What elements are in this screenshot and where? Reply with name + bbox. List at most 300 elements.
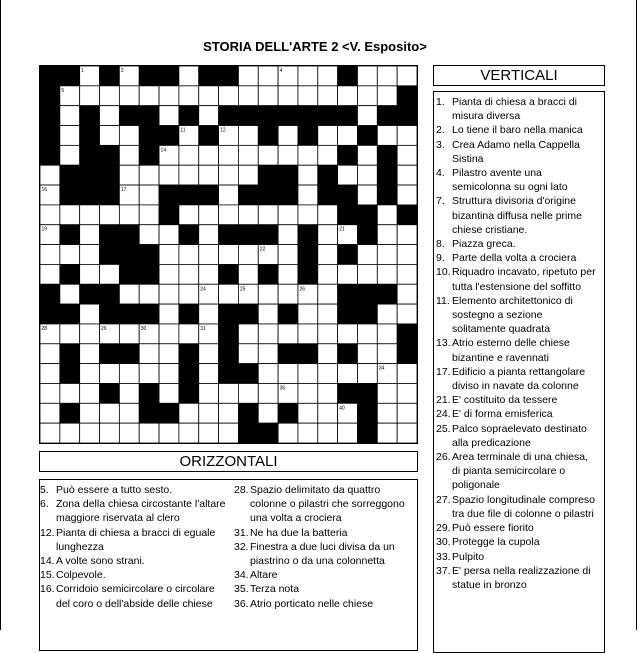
grid-cell[interactable] <box>159 344 179 364</box>
grid-cell[interactable] <box>159 383 179 403</box>
grid-cell[interactable] <box>238 145 258 165</box>
grid-cell[interactable] <box>278 205 298 225</box>
grid-cell[interactable] <box>139 205 159 225</box>
grid-cell[interactable] <box>298 165 318 185</box>
grid-cell[interactable] <box>100 403 120 423</box>
verticali-clue-box <box>433 91 605 653</box>
grid-block <box>258 185 278 205</box>
cell-number: 40 <box>339 405 345 412</box>
grid-cell[interactable] <box>80 364 100 384</box>
grid-cell[interactable] <box>258 403 278 423</box>
grid-cell[interactable] <box>377 403 397 423</box>
grid-cell[interactable] <box>238 86 258 106</box>
grid-cell[interactable] <box>397 423 417 443</box>
grid-cell[interactable] <box>199 383 219 403</box>
grid-cell[interactable] <box>397 245 417 265</box>
grid-cell[interactable] <box>397 304 417 324</box>
grid-block <box>80 126 100 146</box>
clue-item <box>436 265 598 293</box>
grid-cell[interactable] <box>159 225 179 245</box>
grid-cell[interactable] <box>40 383 60 403</box>
grid-cell[interactable] <box>278 324 298 344</box>
grid-cell[interactable] <box>278 86 298 106</box>
grid-cell[interactable] <box>199 344 219 364</box>
clue-item <box>436 407 598 421</box>
grid-cell[interactable] <box>377 264 397 284</box>
grid-cell[interactable] <box>139 165 159 185</box>
grid-cell[interactable] <box>298 185 318 205</box>
grid-cell[interactable] <box>179 205 199 225</box>
grid-block <box>179 185 199 205</box>
grid-cell[interactable] <box>40 403 60 423</box>
grid-cell[interactable] <box>100 205 120 225</box>
grid-block <box>60 66 80 86</box>
clue-item <box>436 138 598 166</box>
grid-cell[interactable] <box>219 185 239 205</box>
grid-cell[interactable] <box>318 284 338 304</box>
grid-block <box>60 344 80 364</box>
verticali-clue-list <box>434 92 604 592</box>
grid-cell[interactable] <box>258 205 278 225</box>
grid-cell[interactable] <box>357 344 377 364</box>
grid-cell[interactable] <box>397 403 417 423</box>
grid-cell[interactable] <box>179 245 199 265</box>
grid-cell[interactable] <box>80 383 100 403</box>
grid-cell[interactable] <box>377 86 397 106</box>
grid-cell[interactable] <box>357 86 377 106</box>
grid-cell[interactable] <box>40 165 60 185</box>
grid-cell[interactable] <box>219 284 239 304</box>
clue-number: 9. <box>436 252 445 265</box>
grid-cell[interactable] <box>159 364 179 384</box>
grid-block <box>278 165 298 185</box>
grid-cell[interactable] <box>377 225 397 245</box>
clue-text: Atrio porticato nelle chiese <box>250 597 374 610</box>
grid-cell[interactable] <box>318 403 338 423</box>
grid-cell[interactable] <box>199 165 219 185</box>
grid-cell[interactable] <box>80 86 100 106</box>
grid-cell[interactable] <box>298 364 318 384</box>
grid-cell[interactable] <box>377 344 397 364</box>
grid-cell[interactable] <box>338 264 358 284</box>
grid-cell[interactable] <box>80 423 100 443</box>
grid-cell[interactable] <box>318 205 338 225</box>
grid-cell[interactable] <box>60 324 80 344</box>
grid-cell[interactable] <box>199 106 219 126</box>
grid-cell[interactable] <box>159 284 179 304</box>
grid-cell[interactable] <box>238 324 258 344</box>
grid-block <box>60 225 80 245</box>
clue-text: Elemento architettonico di sostegno a sezione solitamente quadrata <box>452 294 573 336</box>
clue-number: 12. <box>40 526 55 539</box>
grid-cell[interactable] <box>377 383 397 403</box>
grid-cell[interactable] <box>119 165 139 185</box>
grid-cell[interactable] <box>298 304 318 324</box>
grid-cell[interactable] <box>278 225 298 245</box>
grid-cell[interactable] <box>238 126 258 146</box>
clue-item <box>436 535 598 549</box>
grid-cell[interactable] <box>199 423 219 443</box>
grid-cell[interactable] <box>179 403 199 423</box>
cell-number: 12 <box>220 127 226 134</box>
cell-number: 32 <box>279 345 286 352</box>
grid-block <box>338 284 358 304</box>
grid-cell[interactable] <box>40 344 60 364</box>
grid-block <box>139 126 159 146</box>
grid-cell[interactable] <box>219 383 239 403</box>
clue-number: 34. <box>234 569 249 582</box>
grid-block <box>100 165 120 185</box>
grid-cell[interactable] <box>397 145 417 165</box>
grid-cell[interactable] <box>119 383 139 403</box>
grid-cell[interactable] <box>219 165 239 185</box>
grid-cell[interactable] <box>60 383 80 403</box>
grid-cell[interactable] <box>139 344 159 364</box>
grid-cell[interactable] <box>219 245 239 265</box>
cell-number: 16 <box>41 187 48 194</box>
cell-number: 34 <box>378 365 385 372</box>
grid-cell[interactable] <box>318 66 338 86</box>
grid-cell[interactable] <box>199 264 219 284</box>
grid-cell[interactable] <box>100 423 120 443</box>
grid-block <box>40 86 60 106</box>
grid-cell[interactable] <box>298 86 318 106</box>
clue-text: E' persa nella realizzazione di statue in bronzo <box>452 564 591 591</box>
grid-cell[interactable] <box>199 205 219 225</box>
cell-number: 9 <box>378 107 382 114</box>
grid-cell[interactable] <box>40 245 60 265</box>
clue-text: Corridoio semicircolare o circolare del coro o dell'abside delle chiese <box>56 583 215 610</box>
grid-cell[interactable] <box>80 205 100 225</box>
crossword-grid[interactable] <box>39 65 418 444</box>
grid-cell[interactable] <box>377 66 397 86</box>
grid-cell[interactable] <box>159 264 179 284</box>
grid-cell[interactable] <box>238 165 258 185</box>
clue-text: E' di forma emisferica <box>452 408 553 421</box>
grid-cell[interactable] <box>298 383 318 403</box>
grid-cell[interactable] <box>199 403 219 423</box>
grid-block <box>238 185 258 205</box>
grid-cell[interactable] <box>60 284 80 304</box>
clue-number: 36. <box>234 597 249 610</box>
grid-block <box>258 165 278 185</box>
grid-cell[interactable] <box>119 423 139 443</box>
grid-cell[interactable] <box>258 344 278 364</box>
grid-cell[interactable] <box>318 245 338 265</box>
grid-cell[interactable] <box>278 145 298 165</box>
grid-cell[interactable] <box>159 86 179 106</box>
grid-cell[interactable] <box>338 423 358 443</box>
grid-block <box>139 383 159 403</box>
grid-cell[interactable] <box>139 364 159 384</box>
grid-cell[interactable] <box>139 284 159 304</box>
grid-cell[interactable] <box>377 304 397 324</box>
grid-cell[interactable] <box>60 245 80 265</box>
grid-block <box>219 344 239 364</box>
grid-block <box>357 383 377 403</box>
grid-cell[interactable] <box>179 86 199 106</box>
clue-text: Palco sopraelevato destinato alla predicazione <box>452 422 587 449</box>
grid-cell[interactable] <box>258 364 278 384</box>
grid-cell[interactable] <box>179 264 199 284</box>
grid-cell[interactable] <box>357 324 377 344</box>
grid-block <box>159 205 179 225</box>
grid-cell[interactable] <box>80 403 100 423</box>
grid-cell[interactable] <box>238 383 258 403</box>
grid-cell[interactable] <box>60 145 80 165</box>
grid-cell[interactable] <box>338 86 358 106</box>
grid-cell[interactable] <box>318 145 338 165</box>
grid-block <box>318 106 338 126</box>
grid-cell[interactable] <box>100 126 120 146</box>
grid-cell[interactable] <box>377 126 397 146</box>
grid-cell[interactable] <box>357 264 377 284</box>
grid-cell[interactable] <box>60 106 80 126</box>
grid-cell[interactable] <box>119 324 139 344</box>
grid-cell[interactable] <box>258 66 278 86</box>
grid-block <box>100 66 120 86</box>
grid-cell[interactable] <box>397 66 417 86</box>
grid-cell[interactable] <box>219 205 239 225</box>
grid-cell[interactable] <box>80 344 100 364</box>
clue-item <box>436 521 598 535</box>
grid-cell[interactable] <box>179 165 199 185</box>
grid-cell[interactable] <box>119 403 139 423</box>
grid-cell[interactable] <box>338 364 358 384</box>
grid-cell[interactable] <box>159 245 179 265</box>
cell-number: 30 <box>140 325 147 332</box>
grid-cell[interactable] <box>298 403 318 423</box>
grid-cell[interactable] <box>397 185 417 205</box>
grid-cell[interactable] <box>318 423 338 443</box>
grid-cell[interactable] <box>199 245 219 265</box>
cell-number: 35 <box>180 385 186 392</box>
grid-block <box>60 264 80 284</box>
grid-cell[interactable] <box>100 86 120 106</box>
grid-block <box>357 423 377 443</box>
grid-cell[interactable] <box>219 86 239 106</box>
cell-number: 7 <box>299 107 303 114</box>
grid-cell[interactable] <box>318 264 338 284</box>
grid-cell[interactable] <box>159 304 179 324</box>
clue-number: 24. <box>436 408 451 421</box>
clue-text: E' costituito da tessere <box>452 394 558 407</box>
grid-cell[interactable] <box>258 284 278 304</box>
grid-cell[interactable] <box>100 106 120 126</box>
grid-cell[interactable] <box>298 324 318 344</box>
grid-cell[interactable] <box>298 205 318 225</box>
grid-cell[interactable] <box>40 364 60 384</box>
grid-cell[interactable] <box>357 106 377 126</box>
grid-cell[interactable] <box>338 324 358 344</box>
grid-cell[interactable] <box>159 106 179 126</box>
grid-cell[interactable] <box>119 205 139 225</box>
grid-cell[interactable] <box>278 126 298 146</box>
grid-cell[interactable] <box>397 284 417 304</box>
grid-cell[interactable] <box>357 165 377 185</box>
grid-cell[interactable] <box>377 324 397 344</box>
grid-block <box>139 66 159 86</box>
grid-cell[interactable] <box>318 364 338 384</box>
grid-cell[interactable] <box>318 126 338 146</box>
clue-number: 13. <box>436 337 451 350</box>
page-left-border <box>0 0 1 630</box>
grid-cell[interactable] <box>199 364 219 384</box>
grid-cell[interactable] <box>80 225 100 245</box>
grid-block <box>338 205 358 225</box>
grid-block <box>397 324 417 344</box>
clue-number: 2. <box>436 124 445 137</box>
grid-cell[interactable] <box>377 205 397 225</box>
grid-cell[interactable] <box>179 145 199 165</box>
grid-block <box>298 344 318 364</box>
grid-cell[interactable] <box>258 324 278 344</box>
grid-cell[interactable] <box>318 383 338 403</box>
orizzontali-clue-column-1 <box>40 483 228 611</box>
grid-cell[interactable] <box>139 185 159 205</box>
grid-cell[interactable] <box>139 225 159 245</box>
grid-cell[interactable] <box>278 264 298 284</box>
clue-text: A volte sono strani. <box>56 555 145 568</box>
grid-block <box>40 106 60 126</box>
grid-cell[interactable] <box>80 324 100 344</box>
grid-cell[interactable] <box>80 245 100 265</box>
grid-block <box>357 126 377 146</box>
grid-block <box>357 284 377 304</box>
grid-block <box>377 185 397 205</box>
clue-item <box>436 550 598 564</box>
grid-cell[interactable] <box>278 284 298 304</box>
orizzontali-clue-box <box>39 479 418 651</box>
grid-cell[interactable] <box>179 423 199 443</box>
grid-cell[interactable] <box>238 205 258 225</box>
grid-cell[interactable] <box>238 245 258 265</box>
grid-cell[interactable] <box>199 304 219 324</box>
clue-item <box>40 582 228 610</box>
grid-cell[interactable] <box>119 126 139 146</box>
grid-cell[interactable] <box>357 364 377 384</box>
grid-cell[interactable] <box>258 304 278 324</box>
clue-item <box>436 194 598 237</box>
grid-cell[interactable] <box>377 245 397 265</box>
grid-cell[interactable] <box>278 364 298 384</box>
grid-block <box>278 304 298 324</box>
grid-cell[interactable] <box>60 126 80 146</box>
grid-cell[interactable] <box>100 264 120 284</box>
grid-block <box>219 324 239 344</box>
grid-cell[interactable] <box>357 145 377 165</box>
grid-cell[interactable] <box>298 145 318 165</box>
grid-block <box>219 364 239 384</box>
clue-text: Parte della volta a crociera <box>452 252 577 265</box>
grid-cell[interactable] <box>377 423 397 443</box>
grid-cell[interactable] <box>199 225 219 245</box>
grid-cell[interactable] <box>219 403 239 423</box>
grid-block <box>377 145 397 165</box>
grid-cell[interactable] <box>60 205 80 225</box>
cell-number: 22 <box>259 246 266 253</box>
grid-cell[interactable] <box>357 66 377 86</box>
grid-block <box>40 284 60 304</box>
grid-cell[interactable] <box>159 423 179 443</box>
grid-cell[interactable] <box>318 344 338 364</box>
grid-cell[interactable] <box>238 264 258 284</box>
grid-cell[interactable] <box>40 205 60 225</box>
grid-cell[interactable] <box>397 225 417 245</box>
grid-cell[interactable] <box>278 245 298 265</box>
grid-cell[interactable] <box>278 423 298 443</box>
grid-cell[interactable] <box>80 264 100 284</box>
grid-cell[interactable] <box>397 126 417 146</box>
grid-cell[interactable] <box>238 66 258 86</box>
grid-cell[interactable] <box>318 304 338 324</box>
grid-block <box>318 185 338 205</box>
grid-cell[interactable] <box>338 165 358 185</box>
grid-block <box>80 145 100 165</box>
cell-number: 15 <box>319 167 325 174</box>
grid-cell[interactable] <box>298 423 318 443</box>
grid-cell[interactable] <box>397 364 417 384</box>
grid-cell[interactable] <box>298 66 318 86</box>
grid-cell[interactable] <box>159 165 179 185</box>
orizzontali-heading: ORIZZONTALI <box>39 451 418 472</box>
grid-cell[interactable] <box>397 383 417 403</box>
grid-cell[interactable] <box>100 364 120 384</box>
grid-cell[interactable] <box>199 86 219 106</box>
grid-cell[interactable] <box>318 324 338 344</box>
grid-block <box>238 403 258 423</box>
grid-cell[interactable] <box>119 284 139 304</box>
grid-cell[interactable] <box>139 86 159 106</box>
clue-text: Terza nota <box>250 583 300 596</box>
grid-cell[interactable] <box>40 264 60 284</box>
grid-cell[interactable] <box>318 225 338 245</box>
grid-block <box>100 145 120 165</box>
grid-cell[interactable] <box>338 126 358 146</box>
page-right-border <box>636 0 637 630</box>
clue-number: 26. <box>436 451 451 464</box>
grid-cell[interactable] <box>60 423 80 443</box>
grid-cell[interactable] <box>119 364 139 384</box>
grid-cell[interactable] <box>179 324 199 344</box>
grid-cell[interactable] <box>80 304 100 324</box>
grid-cell[interactable] <box>219 423 239 443</box>
grid-cell[interactable] <box>357 245 377 265</box>
grid-cell[interactable] <box>159 324 179 344</box>
grid-cell[interactable] <box>40 423 60 443</box>
grid-cell[interactable] <box>179 66 199 86</box>
grid-cell[interactable] <box>258 145 278 165</box>
grid-cell[interactable] <box>397 165 417 185</box>
grid-cell[interactable] <box>199 145 219 165</box>
grid-cell[interactable] <box>357 185 377 205</box>
clue-item <box>234 597 414 611</box>
grid-cell[interactable] <box>119 145 139 165</box>
grid-block <box>119 245 139 265</box>
grid-cell[interactable] <box>219 145 239 165</box>
grid-cell[interactable] <box>119 86 139 106</box>
cell-number: 4 <box>279 68 283 74</box>
grid-cell[interactable] <box>238 344 258 364</box>
grid-cell[interactable] <box>258 383 278 403</box>
grid-cell[interactable] <box>179 284 199 304</box>
grid-cell[interactable] <box>139 423 159 443</box>
grid-cell[interactable] <box>318 86 338 106</box>
grid-cell[interactable] <box>397 264 417 284</box>
grid-block <box>80 185 100 205</box>
grid-block <box>100 225 120 245</box>
grid-cell[interactable] <box>258 86 278 106</box>
